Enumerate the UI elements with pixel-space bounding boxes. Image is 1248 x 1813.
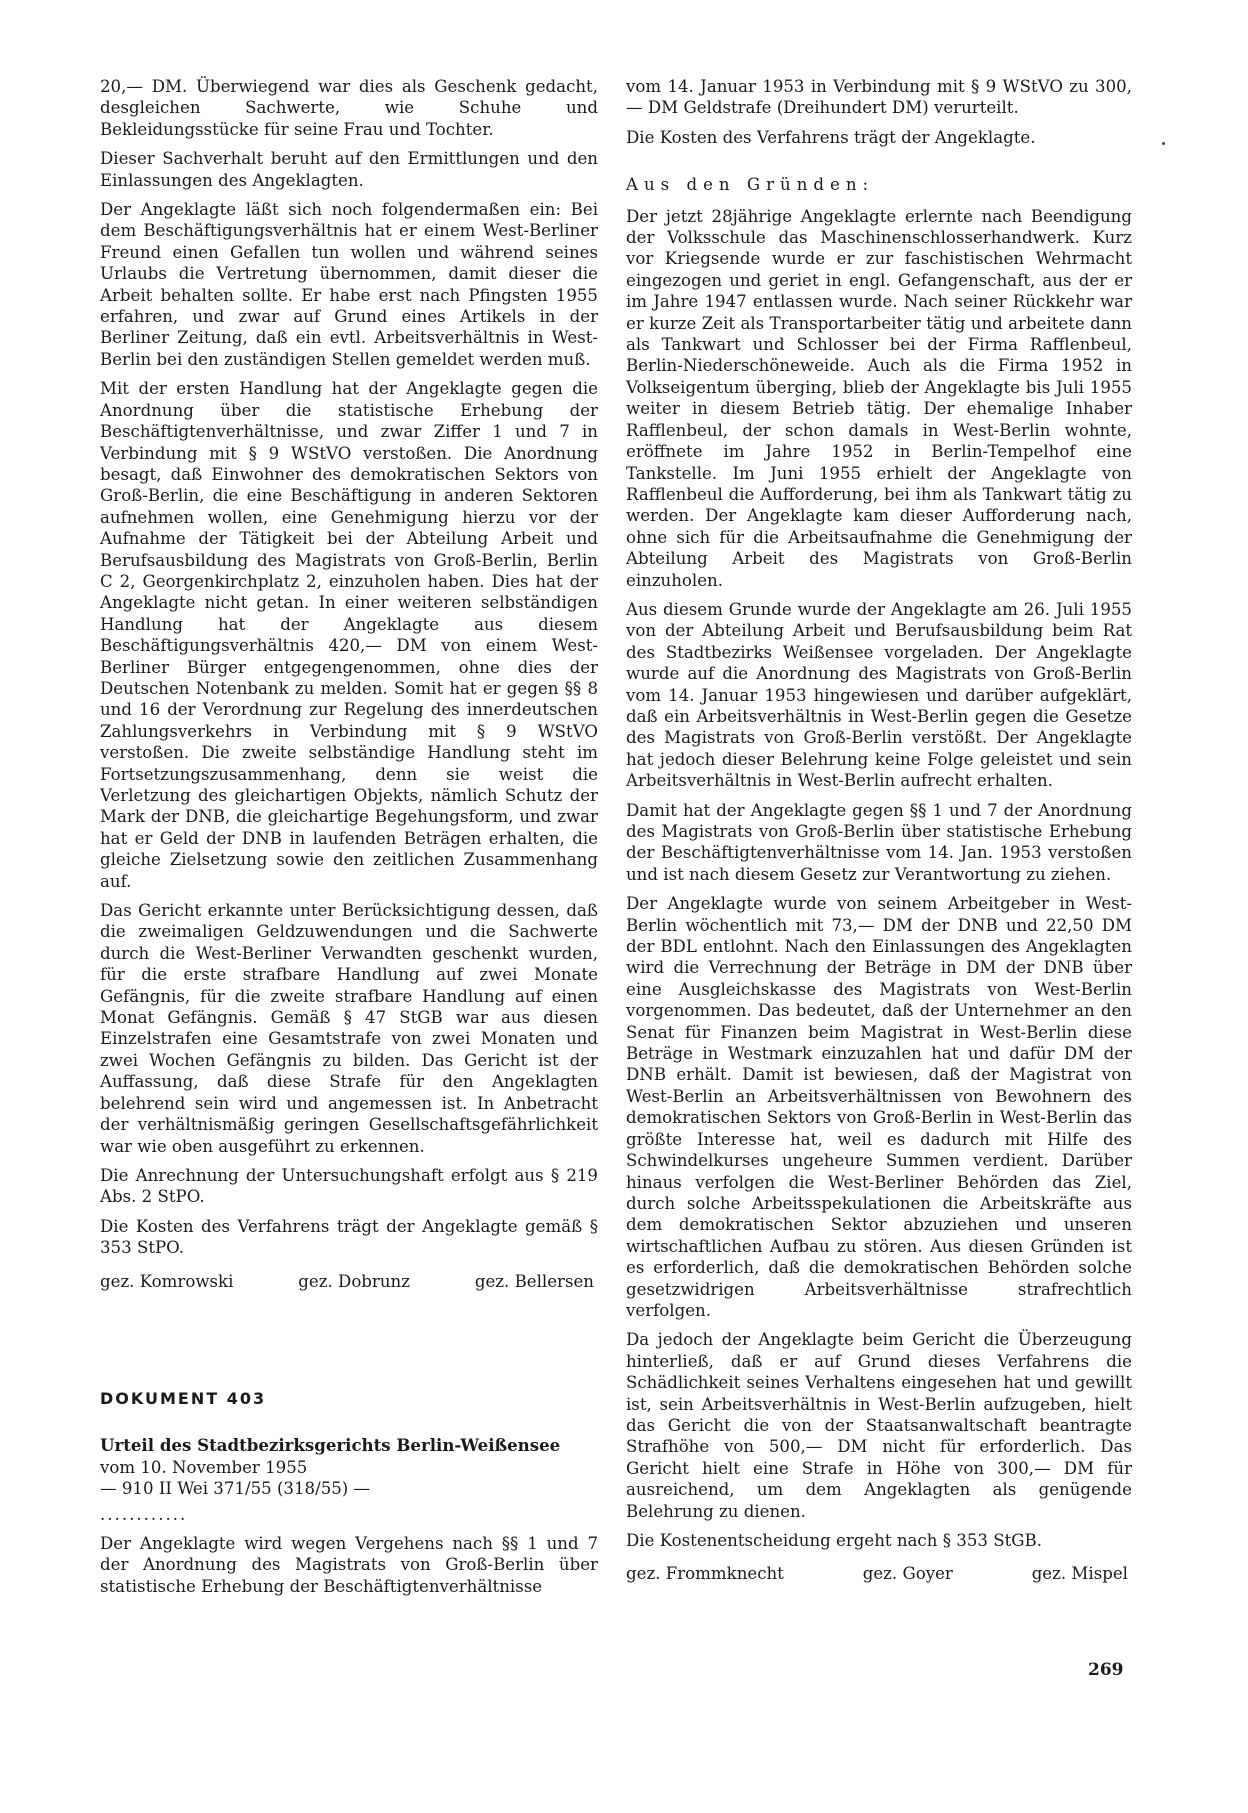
- left-column: [100, 76, 598, 1605]
- paragraph: Da jedoch der Angeklagte beim Gericht die Überzeugung hinterließ, daß er auf Grund dieses Verfahrens die Schädlichkeit seines Verhaltens eingesehen hat und gewillt ist, sein Arbeitsverhältnis in West-Berlin aufzugeben, hielt das Gericht die von der Staatsanwaltschaft beantragte Strafhöhe von 500,— DM nicht für erforderlich. Das Gericht hielt eine Strafe in Höhe von 300,— DM für ausreichend, um dem Angeklagten als genügende Belehrung zu dienen.: [626, 1330, 1132, 1521]
- signature: gez. Dobrunz: [298, 1271, 410, 1291]
- judgment-title: Urteil des Stadtbezirksgerichts Berlin-Weißensee: [100, 1435, 561, 1456]
- paragraph: Damit hat der Angeklagte gegen §§ 1 und 7 der Anordnung des Magistrats von Groß-Berlin über statistische Erhebung der Beschäftigtenverhältnisse vom 14. Jan. 1953 verstoßen und ist nach diesem Gesetz zur Verantwortung zu ziehen.: [626, 800, 1132, 884]
- paragraph: Die Kostenentscheidung ergeht nach § 353 StGB.: [626, 1531, 1042, 1550]
- paragraph: Dieser Sachverhalt beruht auf den Ermittlungen und den Einlassungen des Angeklagten.: [100, 149, 598, 190]
- signatures-left: [100, 1271, 598, 1292]
- paragraph: Der Angeklagte wird wegen Vergehens nach §§ 1 und 7 der Anordnung des Magistrats von Groß-Berlin über statistische Erhebung der Beschäftigtenverhältnisse: [100, 1533, 598, 1596]
- judgment-reference: — 910 II Wei 371/55 (318/55) —: [100, 1479, 371, 1499]
- paragraph: Der Angeklagte wurde von seinem Arbeitgeber in West-Berlin wöchentlich mit 73,— DM der DNB und 22,50 DM der BDL entlohnt. Nach den Einlassungen des Angeklagten wird die Verrechnung der Beträge in DM der DNB über eine Ausgleichskasse des Magistrats von West-Berlin vorgenommen. Das bedeutet, daß der Unternehmer an den Senat für Finanzen beim Magistrat in West-Berlin diese Beträge in Westmark einzuzahlen hat und dafür DM der DNB erhält. Damit ist bewiesen, daß der Magistrat von West-Berlin an Arbeitsverhältnissen von Bewohnern des demokratischen Sektors von Groß-Berlin in West-Berlin das größte Interesse hat, weil es dadurch mit Hilfe des Schwindelkurses ungeheure Summen verdient. Darüber hinaus verfolgen die West-Berliner Behörden das Ziel, durch solche Arbeitsspekulationen die Arbeitskräfte aus dem demokratischen Sektor abzuziehen und unseren wirtschaftlichen Aufbau zu stören. Aus diesen Gründen ist es erforderlich, daß die demokratischen Behörden solche gesetzwidrigen Arbeitsverhältnisse strafrechtlich verfolgen.: [626, 894, 1132, 1320]
- signature: gez. Bellersen: [474, 1271, 594, 1291]
- paragraph: 20,— DM. Überwiegend war dies als Geschenk gedacht, desgleichen Sachwerte, wie Schuhe und Bekleidungsstücke für seine Frau und Tochter.: [100, 77, 598, 139]
- signatures-right: [626, 1563, 1132, 1584]
- signature: gez. Komrowski: [100, 1271, 234, 1291]
- paragraph: vom 14. Januar 1953 in Verbindung mit § 9 WStVO zu 300,— DM Geldstrafe (Dreihundert DM) verurteilt.: [626, 77, 1132, 118]
- ellipsis-dots: ............: [100, 1504, 188, 1524]
- paragraph: Aus diesem Grunde wurde der Angeklagte am 26. Juli 1955 von der Abteilung Arbeit und Berufsausbildung beim Rat des Stadtbezirks Weißensee vorgeladen. Der Angeklagte wurde auf die Anordnung des Magistrats von Groß-Berlin vom 14. Januar 1953 hingewiesen und darüber aufgeklärt, daß ein Arbeitsverhältnis in West-Berlin gegen die Gesetze des Magistrats von Groß-Berlin verstößt. Der Angeklagte hat jedoch dieser Belehrung keine Folge geleistet und sein Arbeitsverhältnis in West-Berlin aufrecht erhalten.: [626, 599, 1132, 791]
- document-title: DOKUMENT 403: [100, 1388, 267, 1408]
- paragraph: Die Kosten des Verfahrens trägt der Angeklagte gemäß § 353 StPO.: [100, 1216, 598, 1258]
- section-heading: Aus den Gründen:: [626, 175, 875, 195]
- paragraph: Die Anrechnung der Untersuchungshaft erfolgt aus § 219 Abs. 2 StPO.: [100, 1165, 598, 1207]
- page-number: 269: [1088, 1660, 1124, 1680]
- paragraph: Die Kosten des Verfahrens trägt der Angeklagte.: [626, 127, 1036, 147]
- judgment-date: vom 10. November 1955: [100, 1457, 308, 1477]
- right-column: [626, 76, 1132, 1585]
- paragraph: Der Angeklagte läßt sich noch folgendermaßen ein: Bei dem Beschäftigungsverhältnis hat er einem West-Berliner Freund einen Gefallen tun wollen und während seines Urlaubs die Vertretung übernommen, damit dieser die Arbeit behalten sollte. Er habe erst nach Pfingsten 1955 erfahren, und zwar auf Grund eines Artikels in der Berliner Zeitung, daß ein evtl. Arbeitsverhältnis in West-Berlin bei den zuständigen Stellen gemeldet werden muß.: [100, 200, 598, 369]
- paragraph: Der jetzt 28jährige Angeklagte erlernte nach Beendigung der Volksschule das Maschinenschlosserhandwerk. Kurz vor Kriegsende wurde er zur faschistischen Wehrmacht eingezogen und geriet in engl. Gefangenschaft, aus der er im Jahre 1947 entlassen wurde. Nach seiner Rückkehr war er kurze Zeit als Transportarbeiter tätig und arbeitete dann als Tankwart und Schlosser bei der Firma Rafflenbeul, Berlin-Niederschöneweide. Auch als die Firma 1952 in Volkseigentum überging, blieb der Angeklagte bis Juli 1955 weiter in diesem Betrieb tätig. Der ehemalige Inhaber Rafflenbeul, der schon damals in West-Berlin wohnte, eröffnete im Jahre 1952 in Berlin-Tempelhof eine Tankstelle. Im Juni 1955 erhielt der Angeklagte von Rafflenbeul die Aufforderung, bei ihm als Tankwart tätig zu werden. Der Angeklagte kam dieser Aufforderung nach, ohne sich für die Arbeitsaufnahme die Genehmigung der Abteilung Arbeit des Magistrats von Groß-Berlin einzuholen.: [626, 206, 1132, 590]
- print-speck: [1162, 142, 1165, 145]
- paragraph: Mit der ersten Handlung hat der Angeklagte gegen die Anordnung über die statistische Erhebung der Beschäftigtenverhältnisse, und zwar Ziffer 1 und 7 in Verbindung mit § 9 WStVO verstoßen. Die Anordnung besagt, daß Einwohner des demokratischen Sektors von Groß-Berlin, die eine Beschäftigung in anderen Sektoren aufnehmen wollen, eine Genehmigung hierzu vor der Aufnahme der Tätigkeit bei der Abteilung Arbeit und Berufsausbildung des Magistrats von Groß-Berlin, Berlin C 2, Georgenkirchplatz 2, einzuholen haben. Dies hat der Angeklagte nicht getan. In einer weiteren selbständigen Handlung hat der Angeklagte aus diesem Beschäftigungsverhältnis 420,— DM von einem West-Berliner Bürger entgegengenommen, ohne dies der Deutschen Notenbank zu melden. Somit hat er gegen §§ 8 und 16 der Verordnung zur Regelung des innerdeutschen Zahlungsverkehrs in Verbindung mit § 9 WStVO verstoßen. Die zweite selbständige Handlung steht im Fortsetzungszusammenhang, denn sie weist die Verletzung des gleichartigen Objekts, nämlich Schutz der Mark der DNB, die gleichartige Begehungsform, und zwar hat er Geld der DNB in laufenden Beträgen erhalten, die gleiche Zielsetzung sowie den zeitlichen Zusammenhang auf.: [100, 379, 598, 891]
- signature: gez. Goyer: [862, 1564, 953, 1584]
- signature: gez. Frommknecht: [626, 1564, 784, 1584]
- paragraph: Das Gericht erkannte unter Berücksichtigung dessen, daß die zweimaligen Geldzuwendungen und die Sachwerte durch die West-Berliner Verwandten geschenkt wurden, für die erste strafbare Handlung auf zwei Monate Gefängnis, für die zweite strafbare Handlung auf einen Monat Gefängnis. Gemäß § 47 StGB war aus diesen Einzelstrafen eine Gesamtstrafe von zwei Monaten und zwei Wochen Gefängnis zu bilden. Das Gericht ist der Auffassung, daß diese Strafe für den Angeklagten belehrend sein wird und angemessen ist. In Anbetracht der verhältnismäßig geringen Gesellschaftsgefährlichkeit war wie oben ausgeführt zu erkennen.: [100, 901, 598, 1156]
- signature: gez. Mispel: [1031, 1564, 1128, 1584]
